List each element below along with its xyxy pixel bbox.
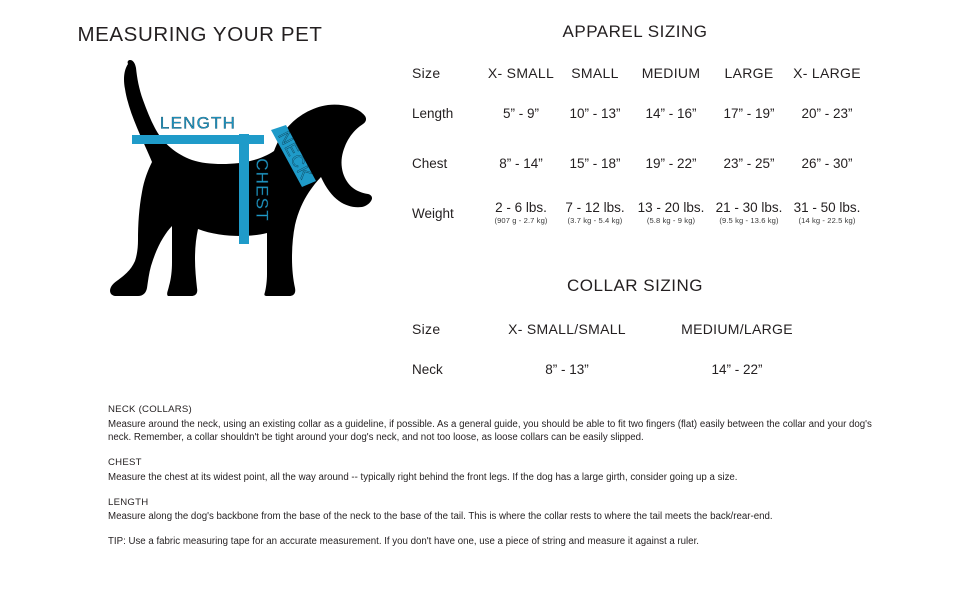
length-label: LENGTH [159,113,237,133]
note-chest [108,456,878,484]
collar-cell: 8” - 13” [545,361,589,377]
note-heading: LENGTH [108,496,149,508]
apparel-sizing-title: APPAREL SIZING [562,22,708,41]
collar-sizing-title: COLLAR SIZING [567,276,703,295]
apparel-row-label: Chest [412,155,448,171]
apparel-row-label: Weight [412,205,454,221]
apparel-cell: 19” - 22” [645,155,697,171]
apparel-cell: 8” - 14” [499,155,543,171]
apparel-size-header: Size [412,65,441,81]
weight-value: 31 - 50 lbs. [793,199,861,215]
note-heading: NECK (COLLARS) [108,404,192,415]
collar-row-label: Neck [412,361,443,377]
note-heading: CHEST [108,457,142,469]
apparel-weight-cell [712,188,786,238]
neck-label: NECK [274,128,316,183]
note-body: Measure the chest at its widest point, all the way around -- typically right behind the front legs. If the dog has a large girth, consider going up a size. [108,471,738,483]
weight-value: 13 - 20 lbs. [637,199,705,215]
apparel-cell: 17” - 19” [723,105,775,121]
apparel-column-header: MEDIUM [641,65,701,81]
apparel-cell: 20” - 23” [801,105,853,121]
apparel-cell: 23” - 25” [723,155,775,171]
weight-metric: (9.5 kg - 13.6 kg) [719,216,779,226]
apparel-cell: 15” - 18” [569,155,621,171]
apparel-weight-cell [482,188,560,238]
collar-column-header: X- SMALL/SMALL [508,321,626,337]
weight-metric: (14 kg - 22.5 kg) [798,216,856,226]
apparel-cell: 14” - 16” [645,105,697,121]
weight-value: 2 - 6 lbs. [495,199,547,215]
apparel-row-label: Length [412,105,454,121]
note-tip: TIP: Use a fabric measuring tape for an accurate measurement. If you don't have one, use a piece of string and measure it against a ruler. [108,535,699,547]
apparel-column-header: SMALL [571,65,619,81]
apparel-weight-cell [630,188,712,238]
table-header-row [410,314,822,344]
note-body: Measure along the dog's backbone from the base of the neck to the base of the tail. This is where the collar rests to where the tail meets the back/rear-end. [108,511,773,523]
apparel-column-header: X- LARGE [793,65,861,81]
measuring-diagram-panel [0,0,400,400]
collar-size-header: Size [412,321,441,337]
note-neck [108,403,878,445]
apparel-column-header: LARGE [724,65,774,81]
apparel-column-header: X- SMALL [487,65,555,81]
note-length [108,496,878,524]
page-title: MEASURING YOUR PET [77,23,323,46]
apparel-cell: 5” - 9” [502,105,539,121]
collar-sizing-table [410,314,822,394]
weight-metric: (3.7 kg - 5.4 kg) [567,216,623,226]
table-row [410,344,822,394]
apparel-weight-cell [560,188,630,238]
table-row [410,88,868,138]
length-measurement-bar [132,135,264,144]
measuring-instructions [108,403,878,549]
dog-silhouette-illustration [98,52,383,317]
table-header-row [410,58,868,88]
note-body: Measure around the neck, using an existing collar as a guideline, if possible. As a general guide, you should be able to fit two fingers (flat) easily between the collar and your dog's neck. Remember, a collar shouldn't be tight around your dog's neck, and not too loose, as loose collars can be easily slipped. [108,418,872,444]
weight-value: 21 - 30 lbs. [715,199,783,215]
apparel-cell: 26” - 30” [801,155,853,171]
chest-label: CHEST [252,158,272,222]
collar-column-header: MEDIUM/LARGE [681,321,793,337]
chest-measurement-band [239,134,249,244]
apparel-weight-cell [786,188,868,238]
collar-cell: 14” - 22” [711,361,763,377]
apparel-cell: 10” - 13” [569,105,621,121]
apparel-sizing-table [410,58,868,238]
table-row [410,138,868,188]
weight-value: 7 - 12 lbs. [565,199,625,215]
weight-metric: (907 g - 2.7 kg) [494,216,548,226]
table-row-weight [410,188,868,238]
weight-metric: (5.8 kg - 9 kg) [646,216,696,226]
